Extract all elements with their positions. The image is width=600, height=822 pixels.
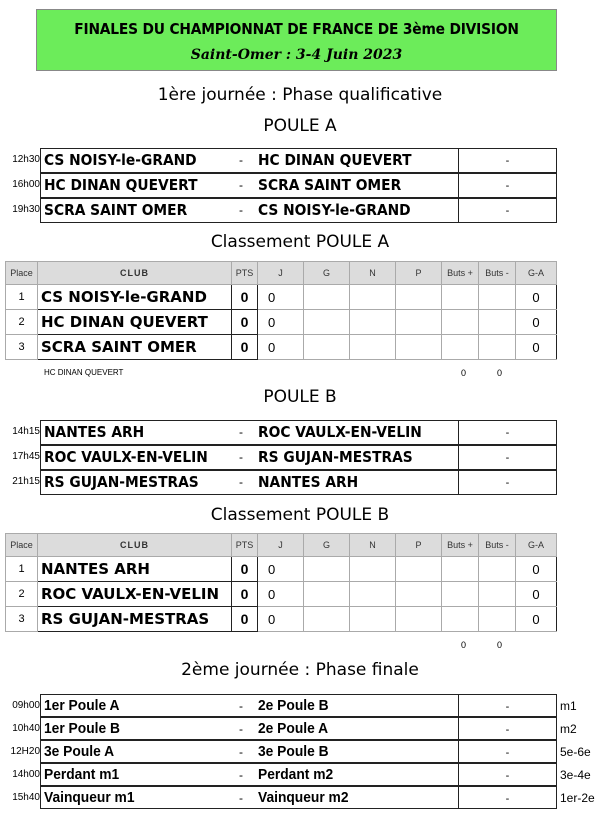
lost-cell[interactable] — [396, 582, 442, 607]
match-separator: - — [239, 425, 243, 439]
played-cell[interactable]: 0 — [258, 557, 304, 582]
goal-diff-cell[interactable]: 0 — [516, 285, 557, 310]
table-row — [6, 285, 557, 310]
goal-diff-cell[interactable]: 0 — [516, 335, 557, 360]
col-header: N — [350, 262, 396, 285]
away-team: Vainqueur m2 — [258, 789, 349, 806]
match-tag: m2 — [560, 722, 577, 736]
footnote-value: 0 — [461, 368, 467, 378]
score-cell[interactable]: - — [458, 764, 556, 785]
away-team: 2e Poule B — [258, 697, 329, 714]
away-team: RS GUJAN-MESTRAS — [258, 448, 413, 466]
played-cell[interactable]: 0 — [258, 582, 304, 607]
place-cell: 3 — [6, 607, 38, 632]
away-team: 2e Poule A — [258, 720, 329, 737]
match-time: 21h15 — [12, 476, 40, 487]
match-separator: - — [239, 153, 243, 167]
match-row[interactable] — [40, 445, 557, 470]
col-header: G-A — [516, 534, 557, 557]
col-header: PTS — [232, 534, 258, 557]
home-team: 1er Poule B — [44, 720, 120, 737]
home-team: SCRA SAINT OMER — [44, 201, 188, 219]
club-cell: SCRA SAINT OMER — [38, 335, 232, 360]
match-separator: - — [239, 722, 243, 736]
pts-cell[interactable]: 0 — [232, 607, 258, 632]
home-team: Perdant m1 — [44, 766, 120, 783]
score-cell[interactable]: - — [458, 787, 556, 808]
match-separator: - — [239, 768, 243, 782]
played-cell[interactable]: 0 — [258, 310, 304, 335]
match-time: 14h00 — [12, 769, 40, 780]
goals-for-cell[interactable] — [442, 335, 479, 360]
match-time: 09h00 — [12, 700, 40, 711]
match-tag: 5e-6e — [560, 745, 591, 759]
page-title: FINALES DU CHAMPIONNAT DE FRANCE DE 3ème DIVISION — [74, 20, 519, 38]
score-cell[interactable]: - — [458, 471, 556, 494]
table-header-row — [6, 534, 557, 557]
footnote-value: 0 — [497, 368, 503, 378]
match-separator: - — [239, 791, 243, 805]
place-cell: 2 — [6, 582, 38, 607]
footnote-club: HC DINAN QUEVERT — [44, 368, 124, 377]
match-separator: - — [239, 450, 243, 464]
lost-cell[interactable] — [396, 557, 442, 582]
goal-diff-cell[interactable]: 0 — [516, 607, 557, 632]
away-team: NANTES ARH — [258, 473, 359, 491]
won-cell[interactable] — [304, 335, 350, 360]
col-header: N — [350, 534, 396, 557]
goal-diff-cell[interactable]: 0 — [516, 310, 557, 335]
club-cell: ROC VAULX-EN-VELIN — [38, 582, 232, 607]
home-team: 1er Poule A — [44, 697, 120, 714]
place-cell: 1 — [6, 285, 38, 310]
match-time: 12H20 — [10, 746, 40, 757]
place-cell: 3 — [6, 335, 38, 360]
col-header: Buts + — [442, 534, 479, 557]
pts-cell[interactable]: 0 — [232, 582, 258, 607]
score-cell[interactable]: - — [458, 741, 556, 762]
goals-against-cell[interactable] — [479, 310, 516, 335]
match-time: 14h15 — [12, 426, 40, 437]
col-header: Place — [6, 262, 38, 285]
match-row[interactable] — [40, 148, 557, 173]
lost-cell[interactable] — [396, 285, 442, 310]
match-tag: m1 — [560, 699, 577, 713]
goals-against-cell[interactable] — [479, 557, 516, 582]
col-header: G-A — [516, 262, 557, 285]
goals-against-cell[interactable] — [479, 285, 516, 310]
standings-a-title: Classement POULE A — [210, 232, 390, 252]
match-separator: - — [239, 475, 243, 489]
day1-title: 1ère journée : Phase qualificative — [157, 85, 443, 105]
match-row[interactable] — [40, 198, 557, 223]
poule-a-title: POULE A — [263, 116, 337, 136]
goals-for-cell[interactable] — [442, 285, 479, 310]
pts-cell[interactable]: 0 — [232, 557, 258, 582]
draw-cell[interactable] — [350, 582, 396, 607]
away-team: SCRA SAINT OMER — [258, 176, 402, 194]
match-tag: 1er-2e — [560, 791, 595, 805]
day2-title: 2ème journée : Phase finale — [181, 660, 419, 680]
col-header: Buts + — [442, 262, 479, 285]
pts-cell[interactable]: 0 — [232, 285, 258, 310]
draw-cell[interactable] — [350, 607, 396, 632]
score-cell[interactable]: - — [458, 695, 556, 716]
home-team: NANTES ARH — [44, 423, 145, 441]
won-cell[interactable] — [304, 285, 350, 310]
away-team: 3e Poule B — [258, 743, 329, 760]
score-cell[interactable]: - — [458, 421, 556, 444]
home-team: 3e Poule A — [44, 743, 115, 760]
club-cell: HC DINAN QUEVERT — [38, 310, 232, 335]
match-row[interactable] — [40, 420, 557, 445]
home-team: RS GUJAN-MESTRAS — [44, 473, 199, 491]
col-header: CLUB — [38, 262, 232, 285]
played-cell[interactable]: 0 — [258, 285, 304, 310]
match-row[interactable] — [40, 763, 557, 786]
match-separator: - — [239, 203, 243, 217]
away-team: HC DINAN QUEVERT — [258, 151, 412, 169]
match-time: 15h40 — [12, 792, 40, 803]
draw-cell[interactable] — [350, 285, 396, 310]
score-cell[interactable]: - — [458, 174, 556, 197]
draw-cell[interactable] — [350, 310, 396, 335]
score-cell[interactable]: - — [458, 718, 556, 739]
score-cell[interactable]: - — [458, 446, 556, 469]
table-row — [6, 310, 557, 335]
col-header: G — [304, 534, 350, 557]
goals-against-cell[interactable] — [479, 607, 516, 632]
table-row — [6, 335, 557, 360]
place-cell: 2 — [6, 310, 38, 335]
match-row[interactable] — [40, 173, 557, 198]
club-cell: RS GUJAN-MESTRAS — [38, 607, 232, 632]
match-time: 19h30 — [12, 204, 40, 215]
col-header: J — [258, 534, 304, 557]
standings-table-a — [5, 261, 557, 360]
away-team: ROC VAULX-EN-VELIN — [258, 423, 422, 441]
won-cell[interactable] — [304, 582, 350, 607]
goals-against-cell[interactable] — [479, 335, 516, 360]
poule-b-title: POULE B — [263, 387, 337, 407]
played-cell[interactable]: 0 — [258, 335, 304, 360]
won-cell[interactable] — [304, 310, 350, 335]
match-row[interactable] — [40, 740, 557, 763]
draw-cell[interactable] — [350, 335, 396, 360]
goals-for-cell[interactable] — [442, 607, 479, 632]
col-header: PTS — [232, 262, 258, 285]
match-separator: - — [239, 699, 243, 713]
table-row — [6, 557, 557, 582]
draw-cell[interactable] — [350, 557, 396, 582]
table-header-row — [6, 262, 557, 285]
match-time: 17h45 — [12, 451, 40, 462]
footnote-value: 0 — [461, 640, 467, 650]
club-cell: NANTES ARH — [38, 557, 232, 582]
score-cell[interactable]: - — [458, 199, 556, 222]
match-time: 16h00 — [12, 179, 40, 190]
match-row[interactable] — [40, 470, 557, 495]
away-team: CS NOISY-le-GRAND — [258, 201, 411, 219]
match-time: 10h40 — [12, 723, 40, 734]
goals-for-cell[interactable] — [442, 557, 479, 582]
match-separator: - — [239, 178, 243, 192]
home-team: CS NOISY-le-GRAND — [44, 151, 197, 169]
club-cell: CS NOISY-le-GRAND — [38, 285, 232, 310]
pts-cell[interactable]: 0 — [232, 310, 258, 335]
played-cell[interactable]: 0 — [258, 607, 304, 632]
lost-cell[interactable] — [396, 607, 442, 632]
goal-diff-cell[interactable]: 0 — [516, 557, 557, 582]
goals-for-cell[interactable] — [442, 310, 479, 335]
won-cell[interactable] — [304, 557, 350, 582]
home-team: ROC VAULX-EN-VELIN — [44, 448, 208, 466]
match-time: 12h30 — [12, 154, 40, 165]
place-cell: 1 — [6, 557, 38, 582]
col-header: Place — [6, 534, 38, 557]
standings-b-title: Classement POULE B — [210, 505, 390, 525]
col-header: P — [396, 262, 442, 285]
match-tag: 3e-4e — [560, 768, 591, 782]
col-header: P — [396, 534, 442, 557]
lost-cell[interactable] — [396, 310, 442, 335]
standings-table-b — [5, 533, 557, 632]
match-row[interactable] — [40, 694, 557, 717]
match-row[interactable] — [40, 786, 557, 809]
title-banner — [36, 9, 557, 71]
goal-diff-cell[interactable]: 0 — [516, 582, 557, 607]
page-subtitle: Saint-Omer : 3-4 Juin 2023 — [190, 47, 403, 63]
lost-cell[interactable] — [396, 335, 442, 360]
col-header: Buts - — [479, 534, 516, 557]
match-row[interactable] — [40, 717, 557, 740]
goals-against-cell[interactable] — [479, 582, 516, 607]
goals-for-cell[interactable] — [442, 582, 479, 607]
col-header: J — [258, 262, 304, 285]
col-header: CLUB — [38, 534, 232, 557]
match-separator: - — [239, 745, 243, 759]
home-team: HC DINAN QUEVERT — [44, 176, 198, 194]
col-header: G — [304, 262, 350, 285]
footnote-value: 0 — [497, 640, 503, 650]
table-row — [6, 607, 557, 632]
won-cell[interactable] — [304, 607, 350, 632]
away-team: Perdant m2 — [258, 766, 334, 783]
table-row — [6, 582, 557, 607]
col-header: Buts - — [479, 262, 516, 285]
score-cell[interactable]: - — [458, 149, 556, 172]
pts-cell[interactable]: 0 — [232, 335, 258, 360]
home-team: Vainqueur m1 — [44, 789, 135, 806]
